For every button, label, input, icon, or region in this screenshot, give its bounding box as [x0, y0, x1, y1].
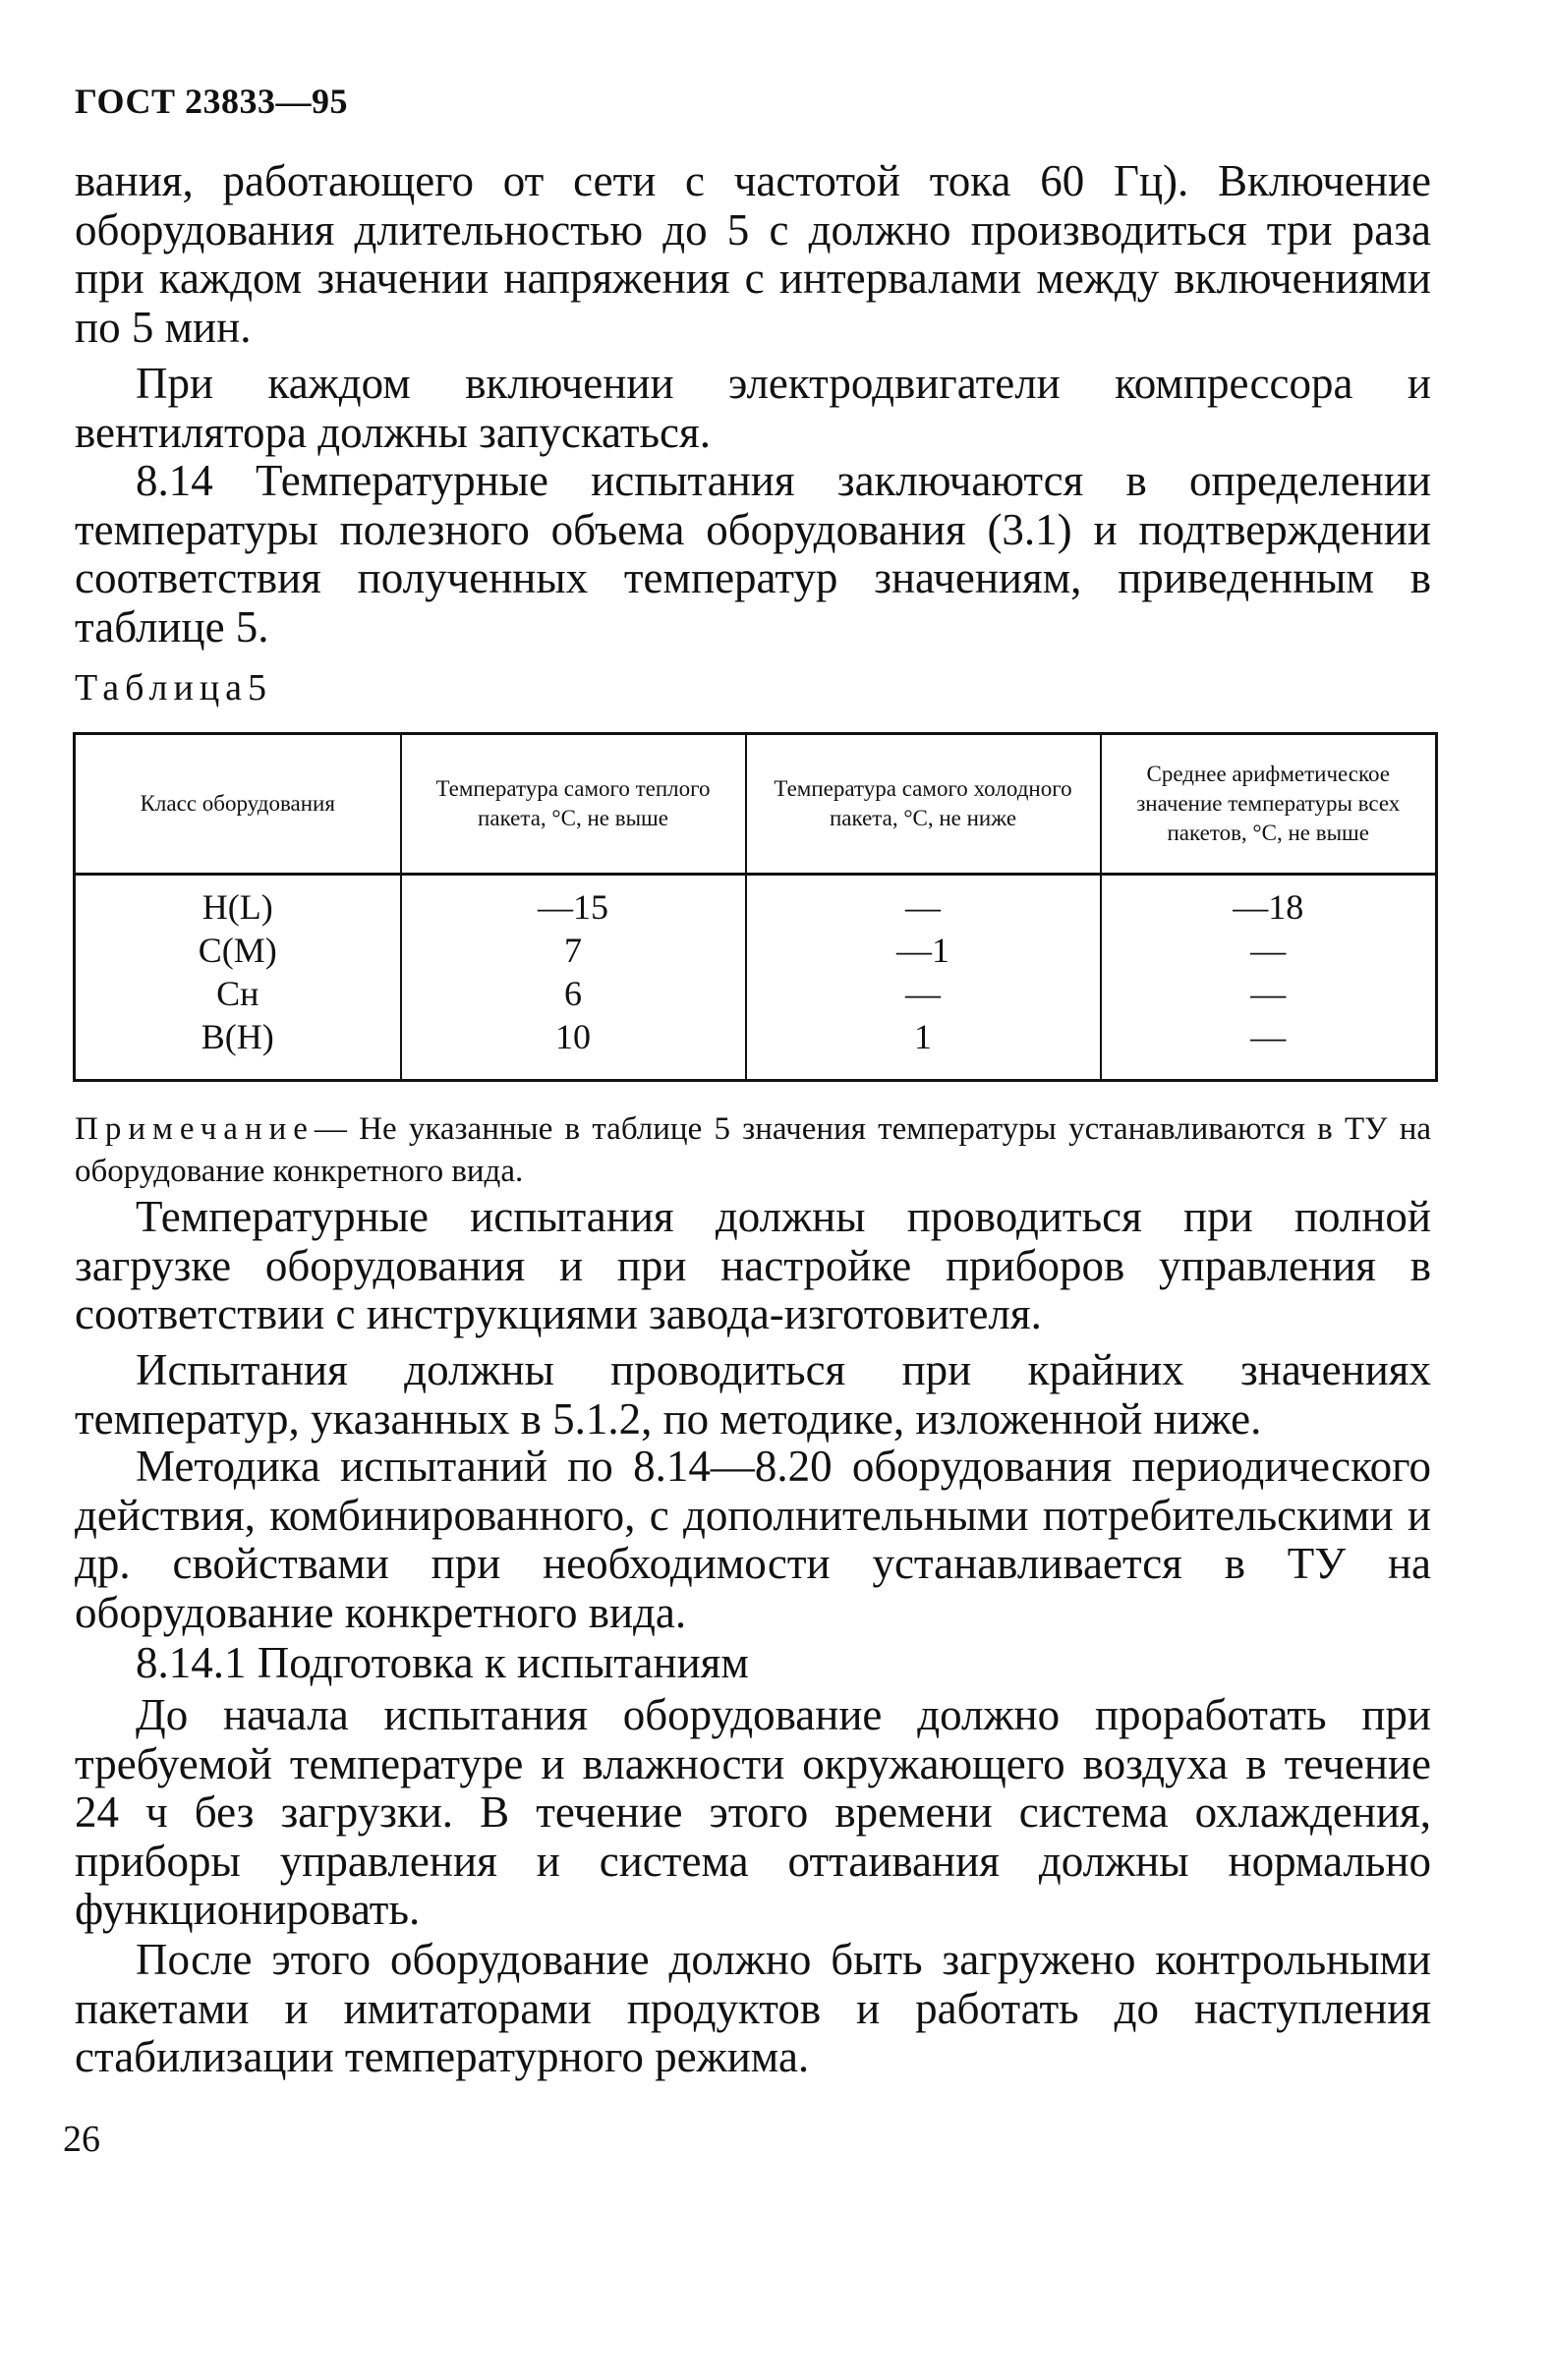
paragraph: До начала испытания оборудование должно проработать при требуемой температуре и влажности окружающего воздуха в течение 24 ч без загрузки. В течение этого времени система охлаждения, приборы управления и система оттаивания должны нормально функционировать.	[75, 1690, 1431, 1934]
table-cell: —	[905, 887, 941, 927]
note-label: Примечание	[75, 1111, 315, 1147]
table-cell: —18	[1233, 887, 1304, 927]
table-cell: —	[1250, 931, 1287, 970]
table-cell: Сн	[216, 974, 259, 1013]
column-coldest	[746, 875, 1101, 1081]
header-warmest: Температура самого теплого пакета, °С, не выше	[401, 734, 746, 875]
table-cell: —	[905, 974, 941, 1013]
paragraph: Методика испытаний по 8.14—8.20 оборудования периодического действия, комбинированного, с дополнительными потребительскими и др. свойствами при необходимости устанавливается в ТУ на оборудование конкретного вида.	[75, 1442, 1431, 1637]
paragraph: После этого оборудование должно быть загружено контрольными пакетами и имитаторами продуктов и работать до наступления стабилизации температурного режима.	[75, 1935, 1431, 2081]
section-heading: 8.14.1 Подготовка к испытаниям	[136, 1638, 749, 1687]
paragraph: Испытания должны проводиться при крайних значениях температур, указанных в 5.1.2, по методике, изложенной ниже.	[75, 1345, 1431, 1444]
header-average: Среднее арифметическое значение температуры всех пакетов, °С, не выше	[1101, 734, 1437, 875]
paragraph: При каждом включении электродвигатели компрессора и вентилятора должны запускаться.	[75, 359, 1431, 457]
table-cell: 10	[555, 1017, 591, 1056]
table-cell: 1	[914, 1017, 932, 1056]
table-cell: Н(L)	[201, 887, 273, 927]
document-header: ГОСТ 23833—95	[75, 82, 348, 121]
column-average	[1101, 875, 1437, 1081]
table-cell: 6	[564, 974, 582, 1013]
paragraph: 8.14 Температурные испытания заключаются в определении температуры полезного объема оборудования (3.1) и подтверждении соответствия полученных температур значениям, приведенным в таблице 5.	[75, 456, 1431, 652]
header-class: Класс оборудования	[75, 734, 401, 875]
table-body	[75, 875, 1437, 1081]
table-cell: С(М)	[198, 931, 277, 970]
table-header-row	[75, 734, 1437, 875]
table-5	[73, 732, 1438, 1082]
table-cell: —1	[896, 931, 949, 970]
table-cell: —	[1250, 1017, 1287, 1056]
table-note	[75, 1108, 1431, 1193]
column-warmest	[401, 875, 746, 1081]
paragraph: Температурные испытания должны проводиться при полной загрузке оборудования и при настройке приборов управления в соответствии с инструкциями завода-изготовителя.	[75, 1192, 1431, 1338]
table-cell: —15	[538, 887, 608, 927]
paragraph: вания, работающего от сети с частотой тока 60 Гц). Включение оборудования длительностью до 5 с должно производиться три раза при каждом значении напряжения с интервалами между включениями по 5 мин.	[75, 156, 1431, 352]
header-coldest: Температура самого холодного пакета, °С, не ниже	[746, 734, 1101, 875]
table-cell: В(Н)	[201, 1017, 274, 1056]
column-class	[75, 875, 401, 1081]
note-text: — Не указанные в таблице 5 значения температуры устанавливаются в ТУ на оборудование конкретного вида.	[75, 1111, 1431, 1189]
page-number: 26	[63, 2119, 100, 2160]
table-cell: —	[1250, 974, 1287, 1013]
table-caption: Таблица5	[75, 667, 273, 708]
table-cell: 7	[564, 931, 582, 970]
